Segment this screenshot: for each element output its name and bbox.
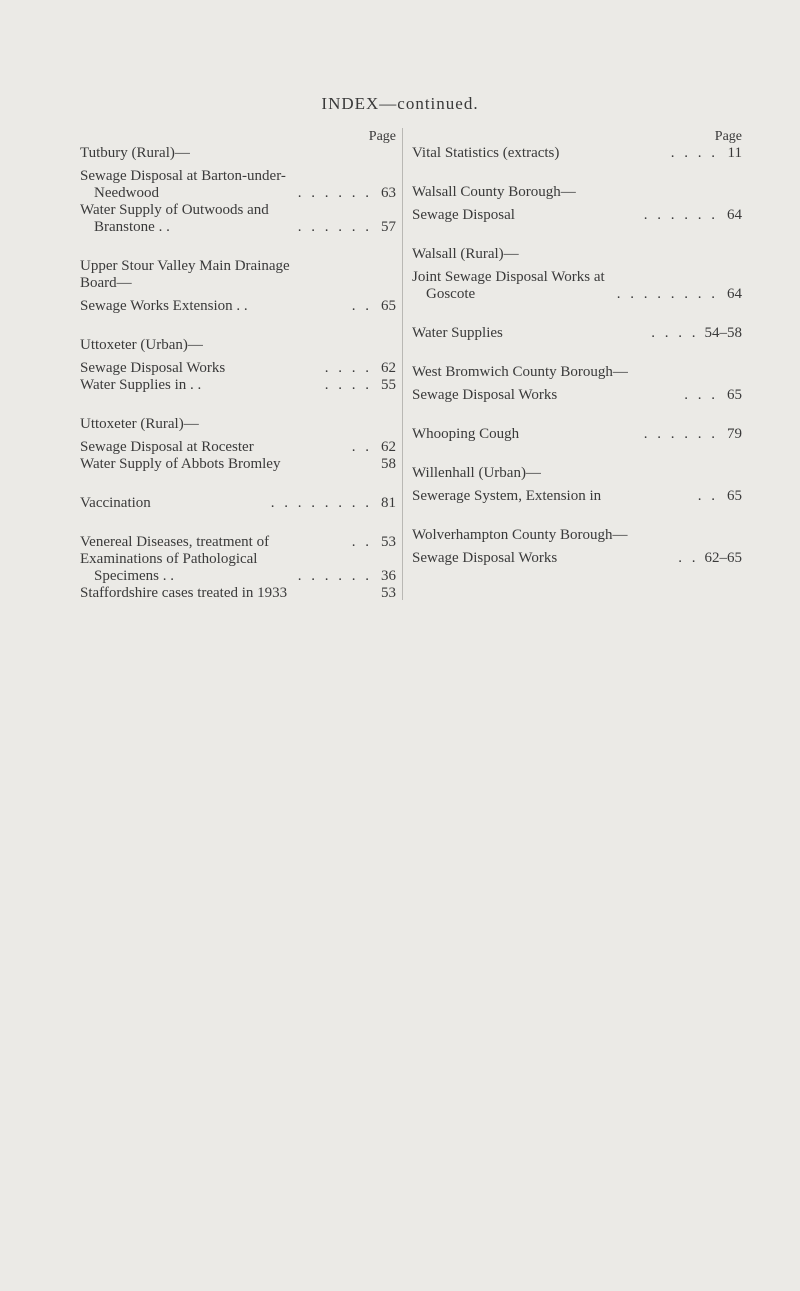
entry-walsall-county-borough <box>412 184 742 224</box>
entry-heading: Wolverhampton County Borough— <box>412 527 628 543</box>
entry-heading: Uttoxeter (Rural)— <box>80 416 199 432</box>
page-number: 53 <box>381 585 396 601</box>
column-divider <box>402 128 403 600</box>
entry-walsall-rural <box>412 246 742 303</box>
entry-vital-statistics <box>412 145 742 162</box>
page-number: 57 <box>381 219 396 235</box>
entry-uttoxeter-urban <box>80 337 396 394</box>
entry-line: Sewage Disposal at Barton-under- <box>80 168 286 184</box>
entry-line: Vaccination . . . . . . . . 81 <box>80 495 396 511</box>
page-number: 65 <box>381 298 396 314</box>
page-column-heading: Page <box>368 129 396 144</box>
entry-line: Sewage Disposal at Rocester . . 62 <box>80 439 396 455</box>
entry-heading: Tutbury (Rural)— <box>80 145 190 161</box>
entry-uttoxeter-rural <box>80 416 396 473</box>
page-number: 63 <box>381 185 396 201</box>
page-number: 36 <box>381 568 396 584</box>
page-number: 65 <box>727 488 742 504</box>
index-column-right <box>412 128 742 567</box>
entry-tutbury-rural <box>80 145 396 236</box>
entry-line: Water Supplies . . . . 54–58 <box>412 325 742 341</box>
page-number: 79 <box>727 426 742 442</box>
entry-heading: Upper Stour Valley Main Drainage <box>80 258 290 274</box>
entry-line: Whooping Cough . . . . . . 79 <box>412 426 742 442</box>
entry-vaccination <box>80 495 396 512</box>
page-number: 81 <box>381 495 396 511</box>
page-number: 58 <box>381 456 396 472</box>
entry-upper-stour-valley <box>80 258 396 315</box>
entry-heading: Walsall County Borough— <box>412 184 576 200</box>
index-column-left <box>80 128 396 602</box>
entry-heading: West Bromwich County Borough— <box>412 364 628 380</box>
entry-line: Goscote . . . . . . . . 64 <box>426 286 742 302</box>
entry-line: Sewage Disposal Works . . 62–65 <box>412 550 742 566</box>
entry-line: Sewerage System, Extension in . . 65 <box>412 488 742 504</box>
entry-line: Venereal Diseases, treatment of . . 53 <box>80 534 396 550</box>
entry-heading: Board— <box>80 275 132 291</box>
entry-line: Examinations of Pathological <box>80 551 258 567</box>
entry-line: Branstone . . . . . . . . 57 <box>94 219 396 235</box>
page-number: 11 <box>727 145 742 161</box>
entry-line: Sewage Works Extension . . . . 65 <box>80 298 396 314</box>
page-number: 53 <box>381 534 396 550</box>
entry-line: Staffordshire cases treated in 1933 53 <box>80 585 396 601</box>
page-number: 62–65 <box>704 550 742 566</box>
page-number: 65 <box>727 387 742 403</box>
entry-water-supplies <box>412 325 742 342</box>
page-number: 55 <box>381 377 396 393</box>
entry-line: Specimens . . . . . . . . 36 <box>94 568 396 584</box>
entry-line: Water Supplies in . . . . . . 55 <box>80 377 396 393</box>
entry-venereal-diseases <box>80 534 396 602</box>
entry-line: Vital Statistics (extracts) . . . . 11 <box>412 145 742 161</box>
entry-heading: Willenhall (Urban)— <box>412 465 541 481</box>
entry-west-bromwich <box>412 364 742 404</box>
page-column-heading: Page <box>714 129 742 144</box>
page-title: INDEX—continued. <box>321 94 479 113</box>
entry-line: Needwood . . . . . . 63 <box>94 185 396 201</box>
entry-heading: Walsall (Rural)— <box>412 246 519 262</box>
page-number: 62 <box>381 439 396 455</box>
entry-whooping-cough <box>412 426 742 443</box>
page-number: 64 <box>727 207 742 223</box>
entry-heading: Uttoxeter (Urban)— <box>80 337 203 353</box>
entry-willenhall-urban <box>412 465 742 505</box>
entry-line: Sewage Disposal Works . . . 65 <box>412 387 742 403</box>
page-number: 62 <box>381 360 396 376</box>
entry-wolverhampton <box>412 527 742 567</box>
page-number: 54–58 <box>704 325 742 341</box>
page-number: 64 <box>727 286 742 302</box>
entry-line: Sewage Disposal . . . . . . 64 <box>412 207 742 223</box>
entry-line: Joint Sewage Disposal Works at <box>412 269 605 285</box>
entry-line: Sewage Disposal Works . . . . 62 <box>80 360 396 376</box>
entry-line: Water Supply of Abbots Bromley 58 <box>80 456 396 472</box>
entry-line: Water Supply of Outwoods and <box>80 202 269 218</box>
